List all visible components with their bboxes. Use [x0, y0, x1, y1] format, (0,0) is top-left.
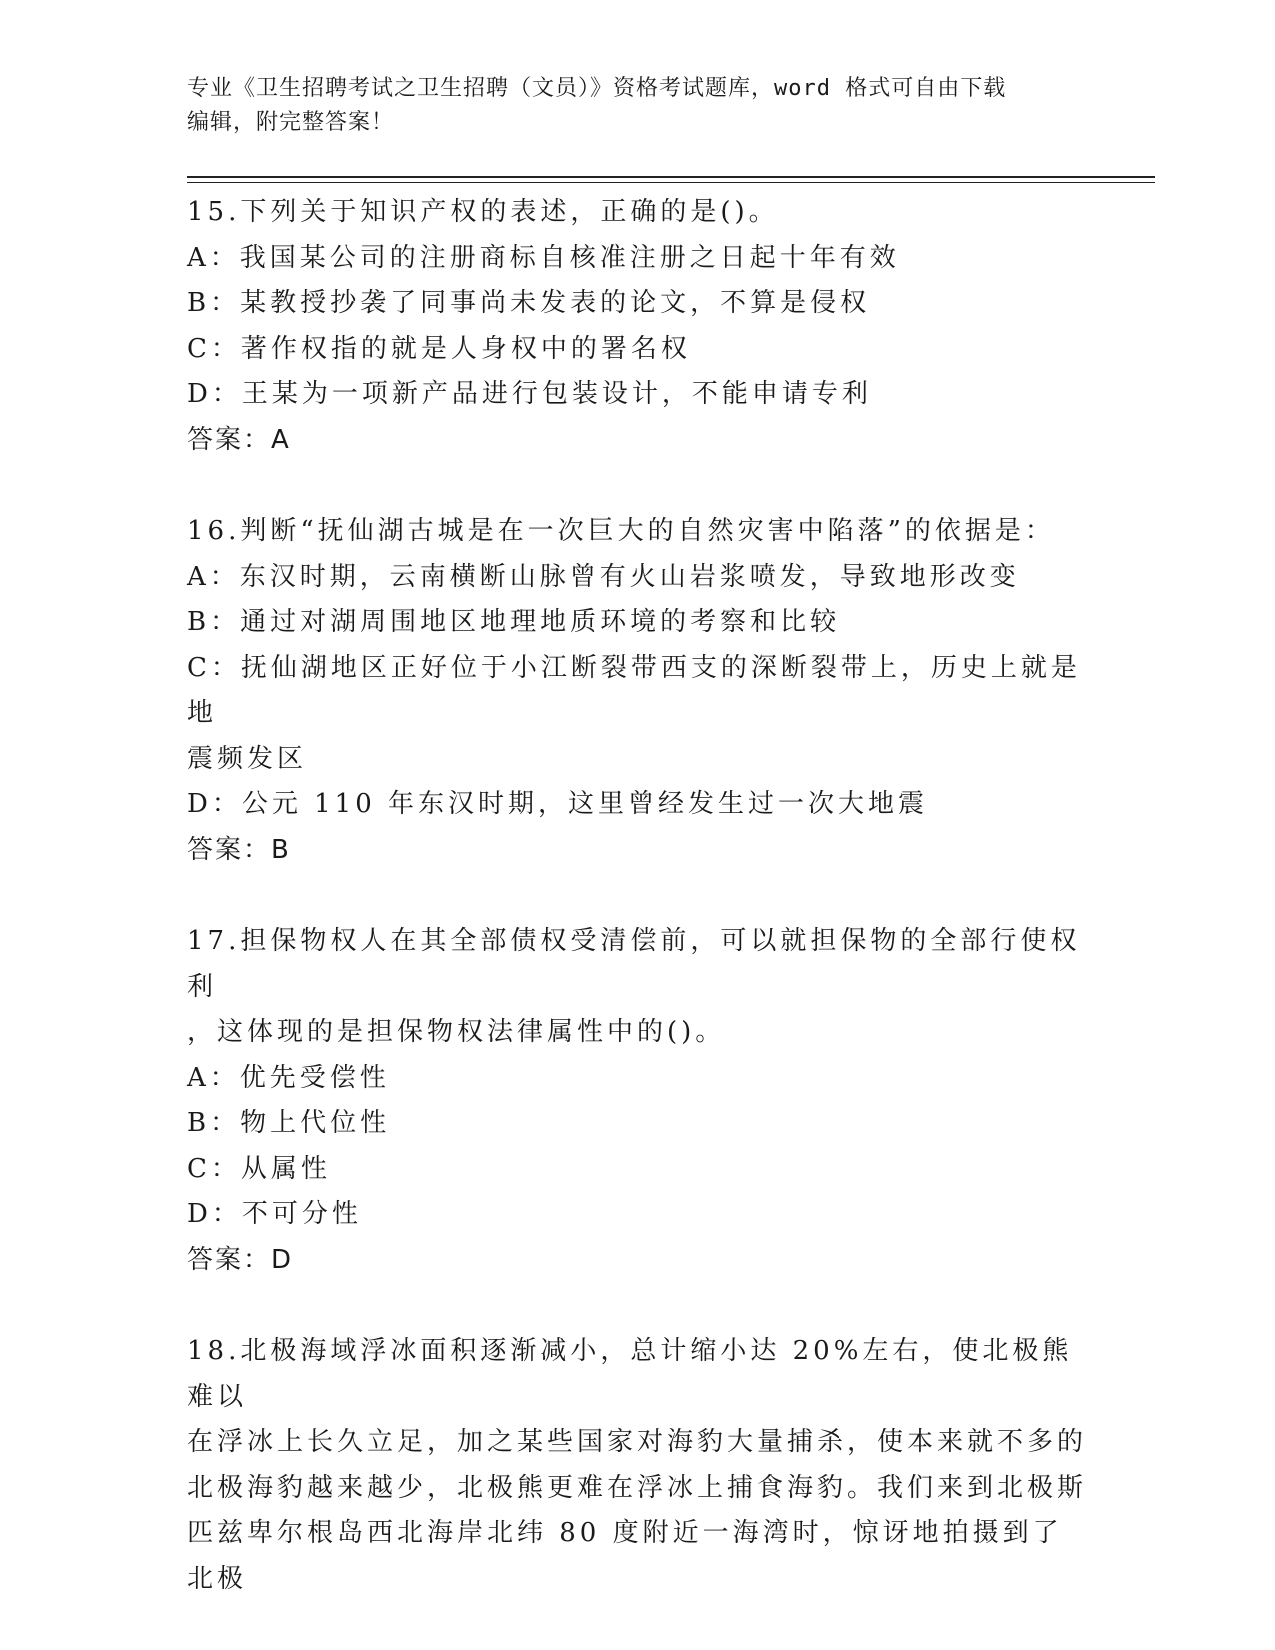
- question-list: [187, 190, 1087, 1648]
- question-16: [187, 509, 1087, 873]
- option-b: B：某教授抄袭了同事尚未发表的论文，不算是侵权: [187, 288, 871, 318]
- option-a: A：东汉时期，云南横断山脉曾有火山岩浆喷发，导致地形改变: [187, 561, 1020, 592]
- option-c-continued: 震频发区: [187, 743, 308, 774]
- option-d: D：公元 110 年东汉时期，这里曾经发生过一次大地震: [187, 789, 929, 819]
- question-stem: 15.下列关于知识产权的表述，正确的是()。: [187, 197, 779, 227]
- option-d: D：不可分性: [187, 1199, 362, 1229]
- option-c: C：著作权指的就是人身权中的署名权: [187, 333, 691, 364]
- question-stem-continued: 北极海豹越来越少，北极熊更难在浮冰上捕食海豹。我们来到北极斯: [187, 1472, 1088, 1503]
- header-line-1: 专业《卫生招聘考试之卫生招聘（文员）》资格考试题库，word 格式可自由下载: [187, 76, 1007, 101]
- option-b: B：通过对湖周围地区地理地质环境的考察和比较: [187, 607, 841, 637]
- question-stem-continued: 在浮冰上长久立足，加之某些国家对海豹大量捕杀，使本来就不多的: [187, 1427, 1088, 1457]
- question-stem: 16.判断“抚仙湖古城是在一次巨大的自然灾害中陷落”的依据是：: [187, 516, 1055, 546]
- answer-line: 答案：A: [187, 424, 291, 455]
- header-divider-thin: [187, 182, 1155, 183]
- option-a: A：我国某公司的注册商标自核准注册之日起十年有效: [187, 242, 900, 273]
- option-a: A：优先受偿性: [187, 1062, 390, 1093]
- answer-line: 答案：B: [187, 834, 291, 865]
- option-b: B：物上代位性: [187, 1108, 391, 1138]
- option-d: D：王某为一项新产品进行包装设计，不能申请专利: [187, 379, 872, 409]
- question-stem-continued: 匹兹卑尔根岛西北海岸北纬 80 度附近一海湾时，惊讶地拍摄到了北极: [187, 1518, 1063, 1594]
- document-header: [187, 72, 1087, 140]
- header-divider: [187, 176, 1155, 178]
- answer-line: 答案：D: [187, 1244, 294, 1275]
- question-stem: 17.担保物权人在其全部债权受清偿前，可以就担保物的全部行使权利: [187, 926, 1081, 1002]
- header-line-2: 编辑，附完整答案！: [187, 110, 395, 135]
- option-c: C：从属性: [187, 1153, 331, 1184]
- question-15: [187, 190, 1087, 463]
- question-18: [187, 1329, 1087, 1602]
- question-17: [187, 919, 1087, 1283]
- question-stem-continued: ，这体现的是担保物权法律属性中的()。: [187, 1017, 726, 1047]
- option-c: C：抚仙湖地区正好位于小江断裂带西支的深断裂带上，历史上就是地: [187, 652, 1081, 728]
- question-stem: 18.北极海域浮冰面积逐渐减小，总计缩小达 20%左右，使北极熊难以: [187, 1336, 1073, 1412]
